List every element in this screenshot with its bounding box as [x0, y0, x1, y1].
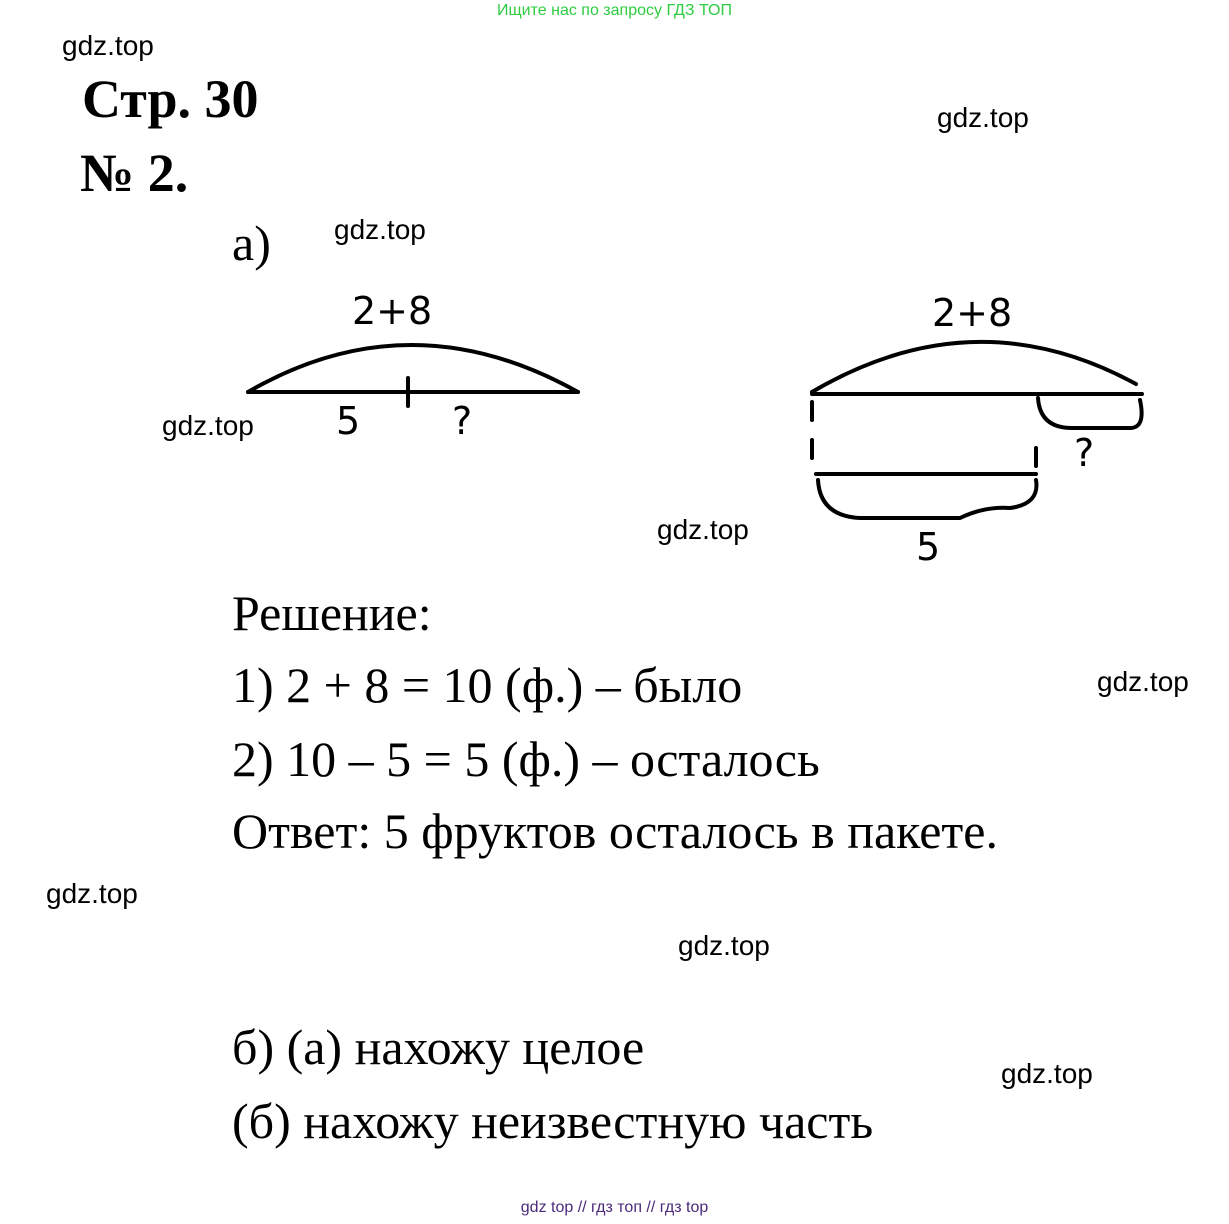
watermark: gdz.top [62, 30, 154, 61]
footer-links[interactable]: gdz top // гдз топ // гдз top [520, 1199, 709, 1216]
part-a-label: а) [232, 215, 271, 271]
part-b-line-2: (б) нахожу неизвестную часть [232, 1093, 874, 1149]
watermark: gdz.top [334, 214, 426, 245]
watermark: gdz.top [162, 410, 254, 441]
diagram2-part-label: 5 [916, 525, 941, 569]
watermark: gdz.top [46, 878, 138, 909]
diagram2-part-brace [818, 480, 1036, 518]
watermark: gdz.top [1097, 666, 1189, 697]
solution-step-2: 2) 10 – 5 = 5 (ф.) – осталось [232, 731, 820, 787]
diagram1-question-label: ? [452, 399, 473, 443]
page-title: Стр. 30 [82, 69, 259, 129]
diagram1-whole-label: 2+8 [352, 289, 433, 333]
diagram2-question-brace [1038, 398, 1142, 428]
task-number: № 2. [80, 143, 189, 203]
solution-step-1: 1) 2 + 8 = 10 (ф.) – было [232, 657, 743, 713]
diagram2-arc [812, 342, 1136, 392]
solution-answer: Ответ: 5 фруктов осталось в пакете. [232, 803, 998, 859]
watermark: gdz.top [937, 102, 1029, 133]
diagram1-part-label: 5 [336, 399, 361, 443]
diagram2-question-label: ? [1074, 431, 1095, 475]
top-banner: Ищите нас по запросу ГДЗ ТОП [497, 2, 732, 19]
diagram2-whole-label: 2+8 [932, 291, 1013, 335]
watermark: gdz.top [657, 514, 749, 545]
part-b-line-1: б) (а) нахожу целое [232, 1019, 645, 1075]
watermark: gdz.top [1001, 1058, 1093, 1089]
solution-title: Решение: [232, 585, 432, 641]
watermark: gdz.top [678, 930, 770, 961]
